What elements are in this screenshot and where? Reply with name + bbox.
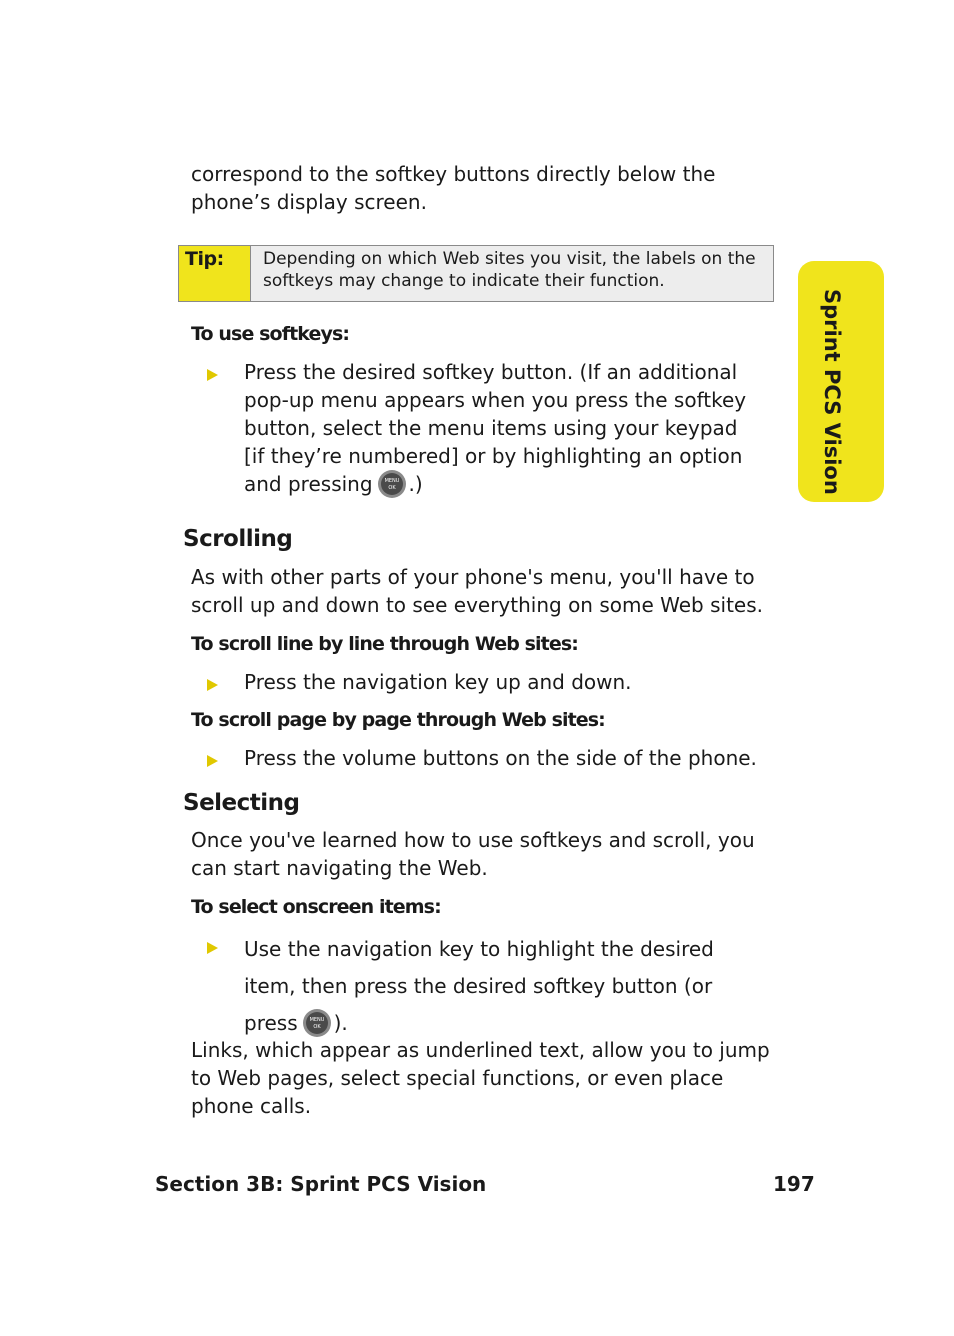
- footer-page-number: 197: [773, 1172, 815, 1196]
- bullet-arrow-icon: [207, 941, 219, 955]
- links-paragraph: Links, which appear as underlined text, allow you to jump to Web pages, select special functions, or even place phone calls.: [191, 1038, 770, 1118]
- tip-label: Tip:: [185, 248, 224, 270]
- subheading-scroll-page: To scroll page by page through Web sites:: [191, 709, 605, 731]
- selecting-paragraph: Once you've learned how to use softkeys and scroll, you can start navigating the Web.: [191, 828, 755, 880]
- section-side-tab: [798, 261, 884, 502]
- menu-ok-key-icon: [302, 1008, 332, 1038]
- footer-section-title: Section 3B: Sprint PCS Vision: [155, 1172, 487, 1196]
- subheading-scroll-line: To scroll line by line through Web sites:: [191, 633, 578, 655]
- menu-key-top: MENU: [309, 1016, 325, 1023]
- bullet-scroll-line: Press the navigation key up and down.: [244, 670, 632, 694]
- subheading-select-items: To select onscreen items:: [191, 896, 441, 918]
- bullet-scroll-page: Press the volume buttons on the side of the phone.: [244, 746, 757, 770]
- bullet-select-items: [244, 931, 764, 1042]
- intro-paragraph: correspond to the softkey buttons directly below the phone’s display screen.: [191, 162, 716, 214]
- bullet-softkeys-text: Press the desired softkey button. (If an additional pop-up menu appears when you press the softkey button, select the menu items using your keypad [if they’re numbered] or by highlighting an option and pressing: [244, 360, 747, 496]
- menu-key-bottom: OK: [313, 1023, 321, 1030]
- tip-box: [178, 245, 774, 302]
- tip-text: Depending on which Web sites you visit, the labels on the softkeys may change to indicate their function.: [263, 249, 756, 291]
- scrolling-paragraph: As with other parts of your phone's menu, you'll have to scroll up and down to see everything on some Web sites.: [191, 565, 764, 617]
- side-tab-label: Sprint PCS Vision: [820, 289, 844, 495]
- menu-ok-key-icon: [377, 469, 407, 499]
- bullet-arrow-icon: [207, 368, 219, 382]
- bullet-arrow-icon: [207, 754, 219, 768]
- bullet-select-end: ).: [333, 1011, 348, 1035]
- menu-key-top: MENU: [384, 477, 399, 484]
- subheading-use-softkeys: To use softkeys:: [191, 323, 350, 345]
- heading-scrolling: Scrolling: [183, 526, 293, 552]
- bullet-arrow-icon: [207, 678, 219, 692]
- heading-selecting: Selecting: [183, 790, 300, 816]
- menu-key-bottom: OK: [387, 484, 396, 491]
- bullet-select-text: Use the navigation key to highlight the desired item, then press the desired softkey button (or press: [244, 937, 714, 1035]
- tip-label-cell: [179, 246, 251, 301]
- bullet-softkeys: [244, 358, 764, 499]
- bullet-softkeys-end: .): [408, 472, 423, 496]
